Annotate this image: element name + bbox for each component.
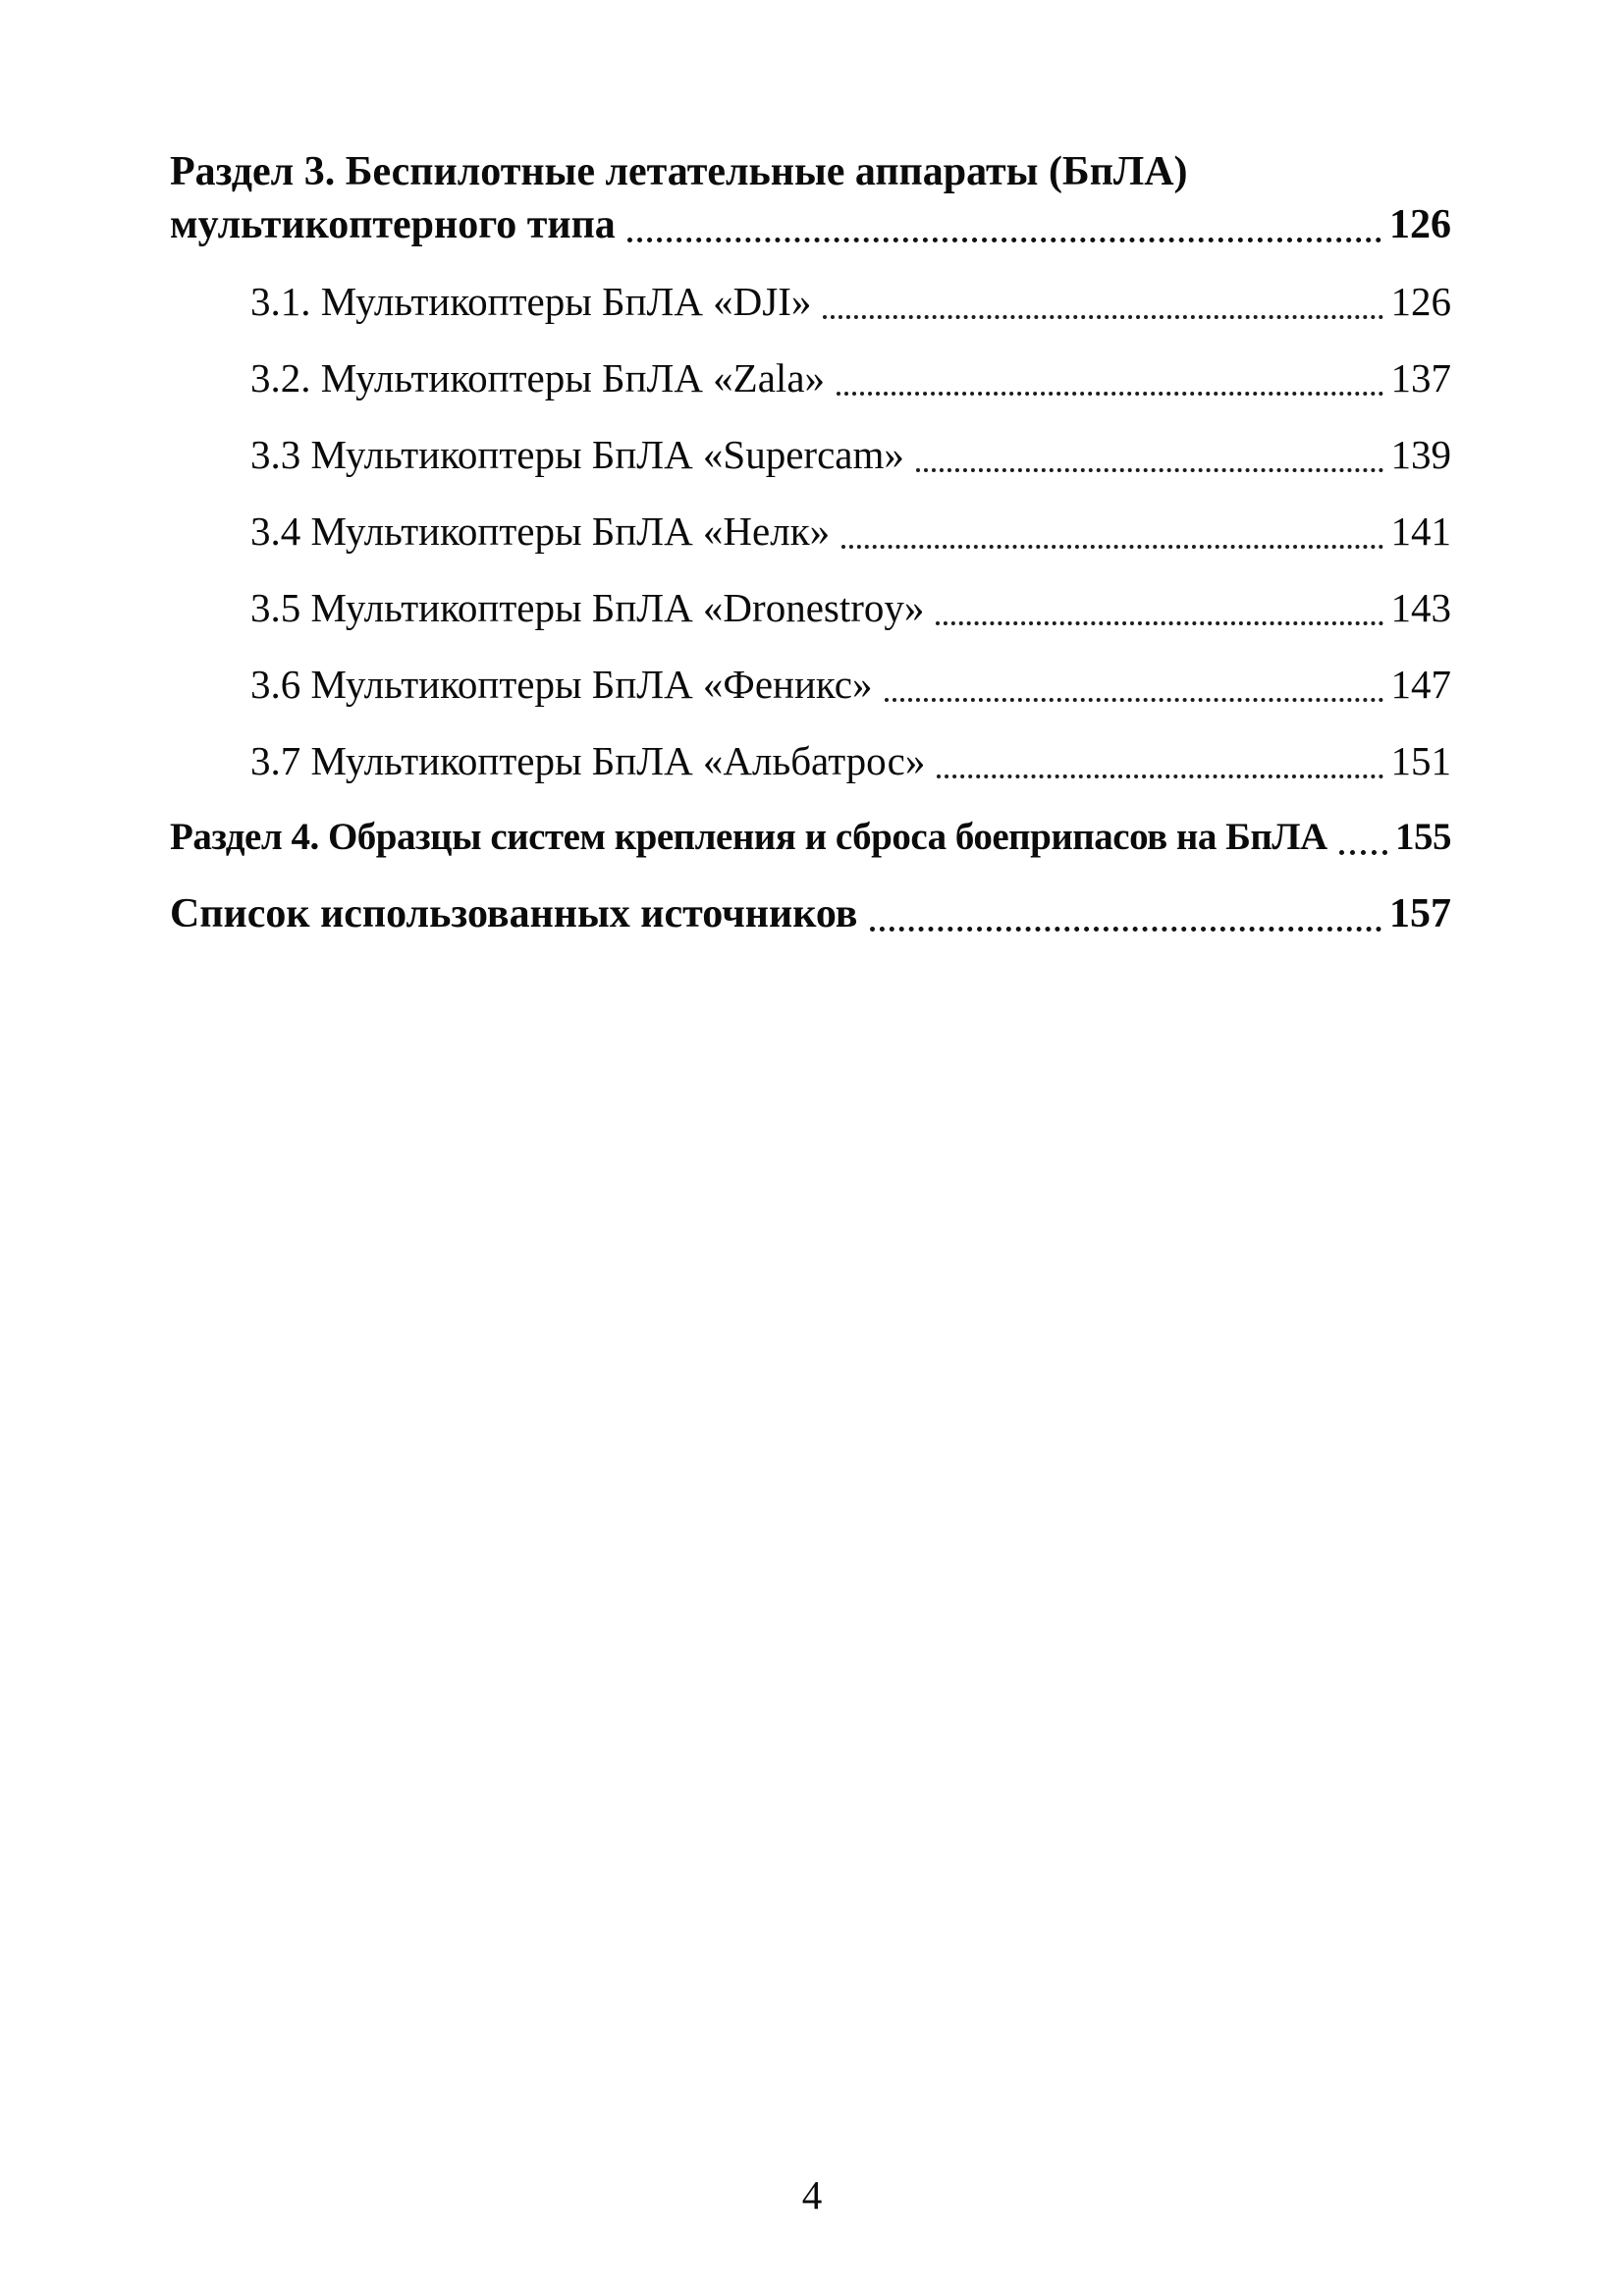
dot-leader (870, 927, 1382, 932)
dot-leader (937, 774, 1382, 778)
toc-page-number: 139 (1390, 432, 1451, 477)
toc-page-number: 137 (1390, 355, 1451, 400)
dot-leader (916, 468, 1383, 472)
toc-page-number: 155 (1395, 816, 1451, 858)
dot-leader (1339, 850, 1387, 855)
page-number: 4 (801, 2172, 823, 2217)
dot-leader (841, 545, 1382, 549)
dot-leader (837, 392, 1382, 396)
toc-page-number: 126 (1390, 279, 1451, 324)
toc-entry-3-3 (170, 428, 1451, 481)
toc-entry-3-5 (170, 581, 1451, 634)
toc-entry-3-7 (170, 734, 1451, 787)
toc-page-number: 126 (1389, 202, 1451, 247)
toc-entry-label: 3.5 Мультикоптеры БпЛА «Dronestroy» (250, 585, 925, 630)
toc-entry-label: 3.2. Мультикоптеры БпЛА «Zala» (250, 355, 826, 400)
toc-page-number: 143 (1390, 585, 1451, 630)
dot-leader (823, 315, 1382, 319)
dot-leader (885, 698, 1383, 702)
dot-leader (627, 238, 1381, 242)
toc-entry-label: Список использованных источников (170, 891, 858, 936)
toc-entry-3-2 (170, 351, 1451, 404)
toc-entry-3-4 (170, 505, 1451, 558)
toc-page-number: 157 (1389, 891, 1451, 936)
dot-leader (936, 621, 1382, 625)
toc-page-number: 141 (1390, 508, 1451, 554)
toc-entry-section-4 (170, 811, 1451, 864)
toc-entry-label: мультикоптерного типа (170, 202, 616, 247)
toc-entry-continuation (170, 198, 1451, 251)
toc-entry-label: 3.7 Мультикоптеры БпЛА «Альбатрос» (250, 738, 926, 783)
toc-entry-label: Раздел 4. Образцы систем крепления и сброса боеприпасов на БпЛА (170, 816, 1327, 858)
toc-entry-3-6 (170, 658, 1451, 711)
toc-entry-label: Раздел 3. Беспилотные летательные аппараты (БпЛА) (170, 149, 1188, 194)
toc-entry-3-1 (170, 275, 1451, 328)
toc-entry-label: 3.1. Мультикоптеры БпЛА «DJI» (250, 279, 812, 324)
toc-entry-section-3 (170, 145, 1451, 251)
toc-page-number: 151 (1390, 738, 1451, 783)
toc-entry-label: 3.4 Мультикоптеры БпЛА «Нелк» (250, 508, 831, 554)
toc-entry-label: 3.3 Мультикоптеры БпЛА «Supercam» (250, 432, 904, 477)
toc-entry-label: 3.6 Мультикоптеры БпЛА «Феникс» (250, 662, 873, 707)
toc-page-number: 147 (1390, 662, 1451, 707)
table-of-contents (170, 145, 1451, 940)
toc-entry-sources (170, 887, 1451, 940)
